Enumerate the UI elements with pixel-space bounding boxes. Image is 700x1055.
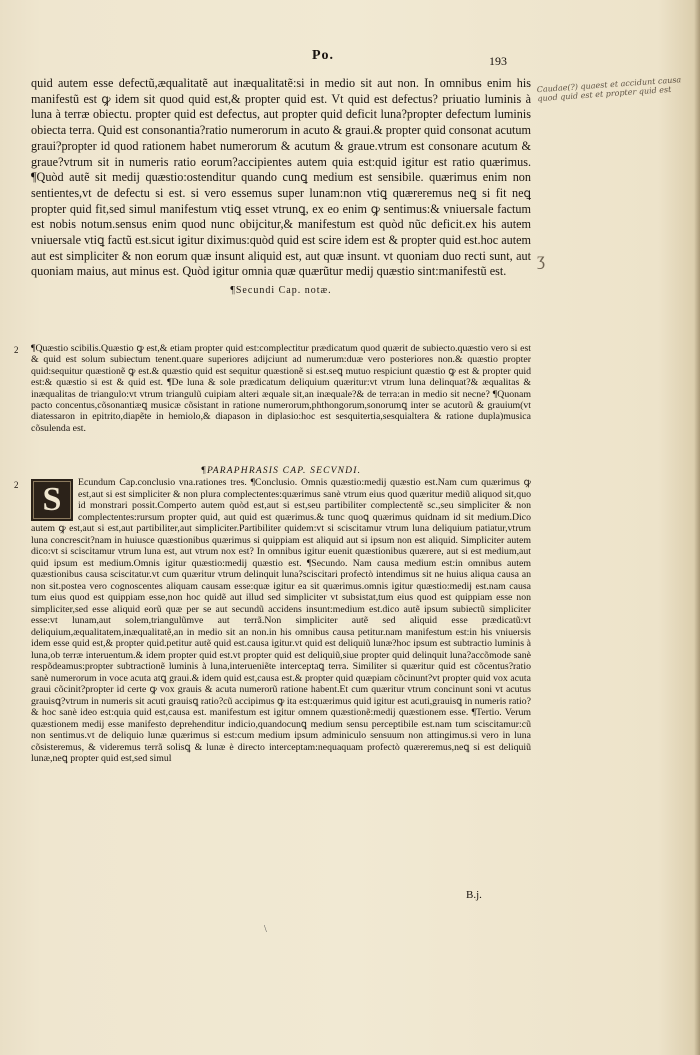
handwritten-squiggle: ʒ: [537, 249, 545, 269]
main-text-block: [31, 76, 531, 300]
page-number: 193: [489, 54, 507, 68]
notes-block: [31, 343, 531, 434]
paraphrase-side-number: 2: [14, 480, 19, 490]
paraphrase-block: [31, 477, 531, 765]
main-paragraph: quid autem esse defectũ,æqualitatẽ aut inæqualitatẽ:si in medio sit aut non. In omnibus enim his manifestũ est ꝙ idem sit quod quid est,& propter quid est. Vt quid est defectus? priuatio luminis à luna à terræ obiectu. propter quid est defectus, aut propter quid deficit luna?propter defectum luminis obiecta terra. Quid est consonantia?ratio numerorum in acuto & graui.& propter quid consonat acutum graui?propter id quod rationem habet numerorum & acutum & graue.vtrum est consonare acutum & graue?vtrum sit in numeris ratio eorum?accipientes autem quia est:quid igitur est ratio quærimus. ¶Quòd autẽ sit medij quæstio:ostenditur quando cunꝗ medium est sensibile. quærimus enim non sentientes,vt de defectu si est. si vero essemus super lunam:non vtiꝗ quæreremus neꝗ si fit neꝗ propter quid fit,sed simul manifestum vtiꝗ esset vtrunꝗ, ex eo enim ꝙ sentimus:& vniuersale factum est nobis notum.sensus enim quod nunc obijcitur,& manifestum est quòd nũc deficit.ex his autem vniuersale vtiꝗ factũ est.sicut igitur diximus:quòd quid est scire idem est & propter quid est.hoc autem aut est simpliciter & non eorum quæ insunt aliquid est, aut quæ insunt. vt quoniam duo recti sunt, aut quoniam maius, aut minus est. Quòd igitur omnia quæ quærũtur medij quæstio sint:manifestũ est.: [31, 76, 531, 279]
paraphrase-paragraph: Ecundum Cap.conclusio vna.rationes tres. ¶Conclusio. Omnis quæstio:medij quæstio est.Nam cum quærimus ꝙ est,aut si est simpliciter & non plura complectentes:quærimus sanè vtrum eius quod quæritur mediũ aliquod sit,quo id monstrari possit.Comperto autem quòd est,aut si est,seu partibiliter complectentẽ sc.,seu simpliciter & non complectentes:rursum propter quid, aut quid est quærimus.& tunc quoꝗ quærimus quidnam id sit medium.Dico autem ꝙ est,aut si est,aut partibiliter,aut simpliciter.Partibiliter quidem:vt si sciscitamur vtrum luna deliquium patiatur,vtrum luna concrescit?nam in huiusce quæstionibus quærimus si quippiam est aliquid aut si ipsum non est aliquid. Simpliciter autem dico:vt si sciscitamur vtrum luna est, aut vtrum nox est? In omnibus igitur euenit quæstionibus quærere, aut si est medium,aut quid ipsum est medium.Omnis igitur quæstio:medij quæstio est. ¶Secundo. Nam causa medium est:in omnibus autem quæstionibus causa sciscitatur.vt cum quæritur vtrum delinquit luna?sciscitari profectò intendimus sit ne huius aliqua causa an non sit.postea vero cognoscentes aliquam causam esse:quæ igitur ea sit quærimus.omnis igitur quæstio:medij est.nam causa tum eius quod est quippiam esse,non hoc quidẽ aut illud sed simpliciter vt subsistat,tum eius quod est quippiam esse non simpliciter,sed esse aliquid eorũ quæ per se aut secundũ accidens insunt:medium est.dico autẽ ipsum subiectũ simpliciter esse:vt lunam,aut solem,triangulũmve aut terrã.Non simpliciter autẽ sed aliquid esse prædicatũ:vt deliquium,æqualitatem,inæqualitatẽ,an in medio sit an non.in his omnibus causa petitur.nam manifestum est:in his vniuersis idem esse quid est,& propter quid.petitur autẽ quid est.causa igitur.vt quid est deliquiũ lunæ?hoc ipsum est subtractio luminis à luna,ob terræ interuentum.& idem propter quid est.vt propter quid est deliquiũ,siue propter quid delinquit luna?accõmode sanè respõdeamus:propter subtractionẽ luminis à luna,interueniẽte interceptaꝗ terra. Similiter si quæritur quid est cõcentus?ratio sanè numerorum in voce acuta atꝗ graui.& idem quid est,causa est.& propter quid quæpiam cõcinunt?vt propter quid vox acuta graui cõcinit?propter id certe ꝙ vox grauis & acuta numerorũ ratione habent.Et cum quæritur vtrum concinunt soni vt acutus grauisꝗ?vtrum in numeris sit acuti grauisꝗ ratio?cũ accipimus ꝙ ita est:quærimus quid igitur est acuti,grauisꝗ in numeris ratio?& hoc sanè ideo est:quia quid est,causa est. manifestum est igitur omnem quæstionẽ:medij quæstionem esse. ¶Tertio. Verum quæstionem medij esse manifesto deprehenditur indicio,quandocunꝗ medium sensu perceptibile est.nam tum sciscitamur:cũ non sentimus.vt de deliquio lunæ quærimus si est:cum medium ipsum adminiculo sensuum non attingimus.si vero in luna cõsisteremus, & videremus terrã solisꝗ & lunæ è directo interceptam:nequaquam profectò quæreremus,neꝗ si est deliquiũ lunæ,neꝗ propter quid est,sed simul: [31, 477, 531, 764]
stray-ink-mark: \: [264, 924, 267, 935]
handwritten-margin-note: Caudae(?) quaest et accidunt causa quod quid est et propter quid est: [536, 75, 682, 104]
notes-side-number: 2: [14, 345, 19, 355]
paraphrasis-heading: ¶PARAPHRASIS CAP. SECVNDI.: [200, 466, 362, 476]
running-head: Po.: [312, 48, 335, 63]
chapter-notes-heading: ¶Secundi Cap. notæ.: [230, 285, 332, 297]
signature-mark: B.j.: [466, 889, 482, 901]
notes-paragraph: ¶Quæstio scibilis.Quæstio ꝙ est,& etiam propter quid est:complectitur prædicatum quod quærit de subiecto.quæstio vero si est & quid est solum subiectum tenent.quare superiores adijciunt ad numerum:duæ vero posteriores non.& quæstio propter quid:sequitur quæstionẽ ꝙ est.& quæstio quid est sequitur quæstionẽ si est.seꝗ mutuo respiciunt quæstio ꝙ est & propter quid est:& quæstio si est & quid est. ¶De luna & sole prædicatum deliquium quæritur:vt vtrum luna delinquat?& æqualitas & inæqualitas de triangulo:vt vtrum triangulũ cuipiam alteri æquale sit,an inæquale?& de terra:an in medio sit necne? ¶Quonam pacto concentus,cõsonantiæꝗ musicæ cõsistant in ratione numerorum,phthongorum,sonorumꝗ inter se acutorũ & grauium(vt diatessaron in epitrito,diapẽte in hemiolo,& diapason in diplasio:hoc est sesquitertia,sesquialtera & ratione dupla)musica cõsulenda est.: [31, 343, 531, 434]
decorated-initial: S: [31, 479, 73, 521]
